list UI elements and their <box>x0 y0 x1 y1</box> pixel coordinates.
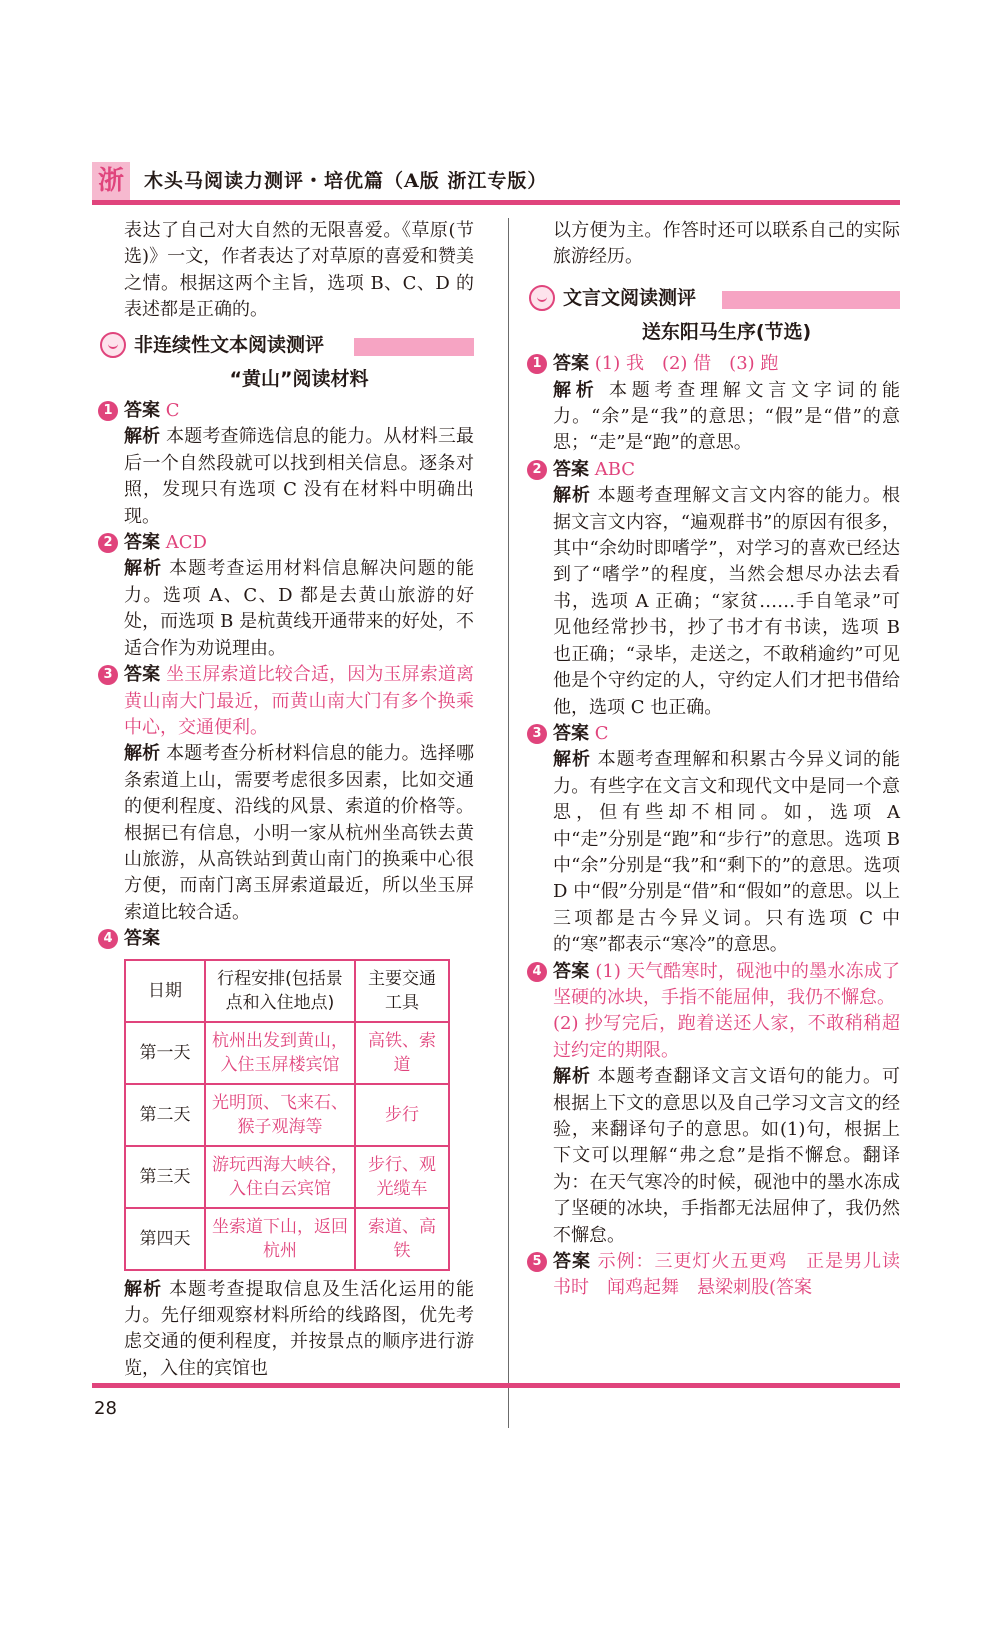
table-row <box>125 1084 449 1146</box>
analysis-text: 本题考查理解和积累古今异义词的能力。有些字在文言文和现代文中是同一个意思，但有些却不相同。如，选项 A 中“走”分别是“跑”和“步行”的意思。选项 B 中“余”分别是“我”和“剩下的”的意思。选项 D 中“假”分别是“借”和“假如”的意思。以上三项都是古今异义词。只有选项 C 中的“寒”都表示“寒冷”的意思。 <box>553 749 900 956</box>
page-header <box>92 160 900 204</box>
table-cell: 第四天 <box>125 1208 205 1270</box>
left-intro-text: 表达了自己对大自然的无限喜爱。《草原(节选)》一文，作者表达了对草原的喜爱和赞美之情。根据这两个主旨，选项 B、C、D 的表述都是正确的。 <box>124 220 474 321</box>
answer-text: C <box>165 400 180 422</box>
question-number: 1 <box>98 401 118 421</box>
answer-label: 答案 <box>124 400 160 422</box>
table-cell: 步行 <box>355 1084 449 1146</box>
analysis-text: 本题考查理解文言文字词的能力。“余”是“我”的意思；“假”是“借”的意思；“走”是“跑”的意思。 <box>553 379 901 454</box>
table-cell: 步行、观光缆车 <box>355 1146 449 1208</box>
table-cell: 杭州出发到黄山，入住玉屏楼宾馆 <box>205 1022 355 1084</box>
analysis-label: 解析 <box>553 379 599 401</box>
table-cell: 第二天 <box>125 1084 205 1146</box>
right-intro-text: 以方便为主。作答时还可以联系自己的实际旅游经历。 <box>553 220 900 268</box>
question-number: 5 <box>527 1252 547 1272</box>
table-cell: 索道、高铁 <box>355 1208 449 1270</box>
book-title: 木头马阅读力测评・培优篇（A版 浙江专版） <box>144 170 548 192</box>
table-header: 主要交通工具 <box>355 960 449 1022</box>
question-4 <box>103 926 475 1382</box>
section-header-nonlinear <box>100 330 474 362</box>
answer-text: (1) 天气酷寒时，砚池中的墨水冻成了坚硬的冰块，手指不能屈伸，我仍不懈怠。 <box>553 960 900 1008</box>
question-1 <box>532 351 901 457</box>
sub-title: 送东阳马生序(节选) <box>641 320 812 343</box>
answer-label: 答案 <box>553 1251 591 1273</box>
section-header-classical <box>529 283 900 315</box>
question-2 <box>103 530 475 662</box>
footer-rule <box>92 1383 900 1388</box>
question-number: 1 <box>527 354 547 374</box>
question-number: 2 <box>98 533 118 553</box>
analysis-label: 解析 <box>553 485 591 507</box>
answer-text: ABC <box>594 458 636 480</box>
question-number: 4 <box>527 962 547 982</box>
answer-label: 答案 <box>553 353 589 375</box>
table-cell: 光明顶、飞来石、猴子观海等 <box>205 1084 355 1146</box>
analysis-text: 本题考查筛选信息的能力。从材料三最后一个自然段就可以找到相关信息。逐条对照，发现只有选项 C 没有在材料中明确出现。 <box>124 426 474 527</box>
section-title: 非连续性文本阅读测评 <box>134 333 325 356</box>
reader-face-icon <box>100 332 126 358</box>
question-number: 3 <box>527 724 547 744</box>
analysis-text: 本题考查运用材料信息解决问题的能力。选项 A、C、D 都是去黄山旅游的好处，而选项 B 是杭黄线开通带来的好处，不适合作为劝说理由。 <box>124 558 475 659</box>
column-divider <box>508 218 509 1428</box>
analysis-label: 解析 <box>124 426 161 448</box>
analysis-text: 本题考查翻译文言文语句的能力。可根据上下文的意思以及自己学习文言文的经验，来翻译句子的意思。如(1)句，根据上下文可以理解“弗之怠”是指不懈怠。翻译为：在天气寒冷的时候，砚池中的墨水冻成了坚硬的冰块，手指都无法屈伸了，我仍然不懈怠。 <box>553 1066 900 1246</box>
section-bar <box>354 338 474 356</box>
left-column <box>103 218 475 1382</box>
analysis-label: 解析 <box>124 1278 163 1300</box>
question-number: 2 <box>527 460 547 480</box>
answer-text: (1) 我 (2) 借 (3) 跑 <box>594 353 779 375</box>
header-rule <box>92 200 900 205</box>
table-cell: 游玩西海大峡谷，入住白云宾馆 <box>205 1146 355 1208</box>
answer-label: 答案 <box>124 664 161 686</box>
answer-label: 答案 <box>553 458 589 480</box>
table-cell: 高铁、索道 <box>355 1022 449 1084</box>
answer-label: 答案 <box>553 960 590 982</box>
table-row <box>125 1146 449 1208</box>
question-2 <box>532 457 900 721</box>
answer-label: 答案 <box>553 722 589 744</box>
section-bar <box>722 291 900 309</box>
analysis-text: 本题考查理解文言文内容的能力。根据文言文内容，“遍观群书”的原因有很多，其中“余幼时即嗜学”，对学习的喜欢已经达到了“嗜学”的程度，当然会想尽办法去看书，选项 A 正确；“家贫……手自笔录”可见他经常抄书，抄了书才有书读，选项 B 也正确；“录毕，走送之，不敢稍逾约”可见他是个守约定的人，守约定人们才把书借给他，选项 C 也正确。 <box>553 485 900 718</box>
table-row <box>125 1022 449 1084</box>
page-number: 28 <box>94 1398 117 1419</box>
question-4 <box>532 959 900 1249</box>
table-row <box>125 1208 449 1270</box>
answer-text: 示例：三更灯火五更鸡 正是男儿读书时 闻鸡起舞 悬梁刺股(答案 <box>553 1251 900 1299</box>
analysis-label: 解析 <box>553 749 591 771</box>
answer-text: C <box>594 722 609 744</box>
analysis-text: 本题考查分析材料信息的能力。选择哪条索道上山，需要考虑很多因素，比如交通的便利程度、沿线的风景、索道的价格等。根据已有信息，小明一家从杭州坐高铁去黄山旅游，从高铁站到黄山南门的换乘中心很方便，而南门离玉屏索道最近，所以坐玉屏索道比较合适。 <box>124 743 474 923</box>
reader-face-icon <box>529 285 555 311</box>
table-header: 日期 <box>125 960 205 1022</box>
table-cell: 第一天 <box>125 1022 205 1084</box>
table-cell: 坐索道下山，返回杭州 <box>205 1208 355 1270</box>
section-title: 文言文阅读测评 <box>563 286 697 309</box>
table-cell: 第三天 <box>125 1146 205 1208</box>
analysis-label: 解析 <box>553 1066 591 1088</box>
answer-label: 答案 <box>124 532 160 554</box>
right-column <box>532 218 901 1302</box>
question-1 <box>103 398 474 530</box>
question-number: 4 <box>98 929 118 949</box>
answer-text: 坐玉屏索道比较合适，因为玉屏索道离黄山南大门最近，而黄山南大门有多个换乘中心，交通便利。 <box>124 664 474 738</box>
question-3 <box>103 662 474 926</box>
zhe-badge: 浙 <box>92 162 130 200</box>
analysis-label: 解析 <box>124 743 161 765</box>
answer-label: 答案 <box>124 928 160 950</box>
answer-text: (2) 抄写完后，跑着送还人家，不敢稍稍超过约定的期限。 <box>553 1013 900 1061</box>
table-header: 行程安排(包括景点和入住地点) <box>205 960 355 1022</box>
answer-text: ACD <box>165 532 207 554</box>
analysis-text: 本题考查提取信息及生活化运用的能力。先仔细观察材料所给的线路图，优先考虑交通的便利程度，并按景点的顺序进行游览，入住的宾馆也 <box>124 1278 475 1379</box>
itinerary-table <box>124 959 450 1271</box>
question-3 <box>532 721 900 959</box>
question-5 <box>532 1249 900 1302</box>
question-number: 3 <box>98 665 118 685</box>
sub-title: “黄山”阅读材料 <box>229 367 369 390</box>
analysis-label: 解析 <box>124 558 163 580</box>
